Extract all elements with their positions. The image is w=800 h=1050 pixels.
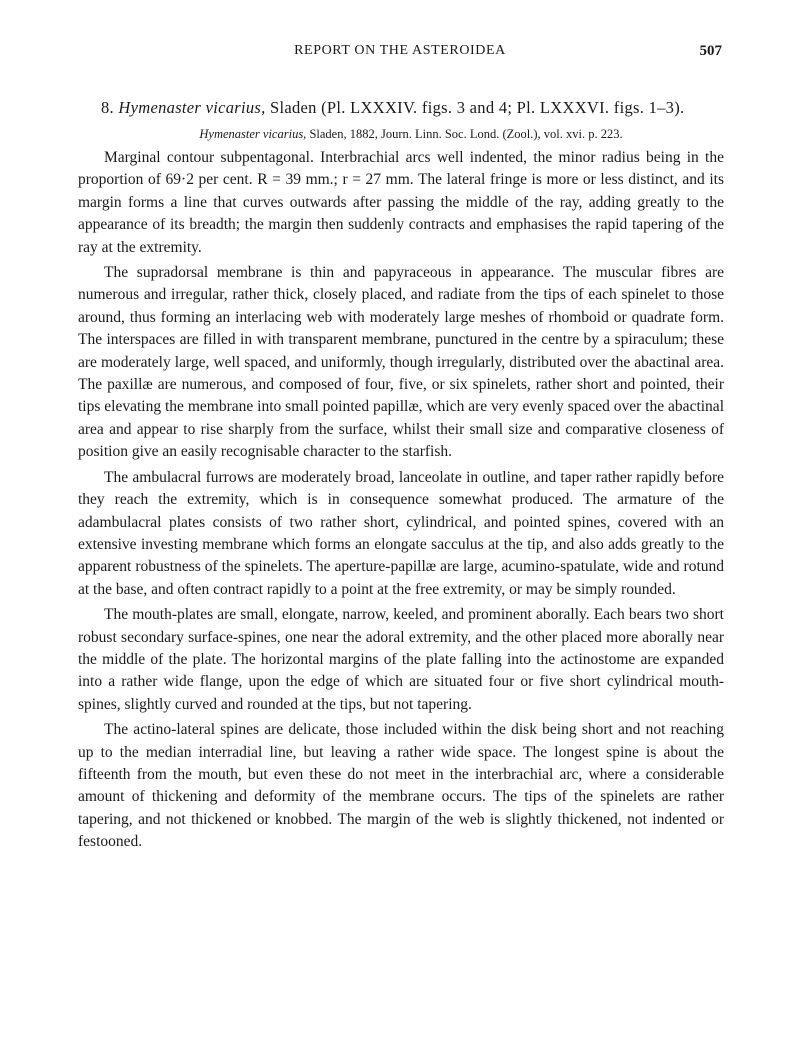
paragraph-supradorsal-membrane: The supradorsal membrane is thin and papyraceous in appearance. The muscular fibres are numerous and irregular, rather thick, closely placed, and radiate from the tips of each spinelet to those around, thus forming an interlacing web with moderately large meshes of rhomboid or quadrate form. The interspaces are filled in with transparent membrane, punctured in the centre by a spiraculum; these are moderately large, well spaced, and uniformly, though irregularly, distributed over the abactinal area. The paxillæ are numerous, and composed of four, five, or six spinelets, rather short and pointed, their tips elevating the membrane into small pointed papillæ, which are very evenly spaced over the abactinal area and appear to rise sharply from the surface, whilst their small size and comparative closeness of position give an easily recognisable character to the starfish. [78,264,724,461]
species-heading [98,96,724,120]
paragraph-mouth-plates: The mouth-plates are small, elongate, narrow, keeled, and prominent aborally. Each bears two short robust secondary surface-spines, one near the adoral extremity, and the other placed more aborally near the middle of the plate. The horizontal margins of the plate falling into the actinostome are expanded into a rather wide flange, upon the edge of which are situated four or five short cylindrical mouth-spines, slightly curved and rounded at the tips, but not tapering. [78,606,724,713]
running-header [78,43,722,65]
paragraph-ambulacral-furrows: The ambulacral furrows are moderately broad, lanceolate in outline, and taper rather rapidly before they reach the extremity, which is in consequence somewhat produced. The armature of the adambulacral plates consists of two rather short, cylindrical, and pointed spines, covered with an extensive investing membrane which forms an elongate sacculus at the tip, and also adds greatly to the apparent robustness of the spinelets. The aperture-papillæ are large, acumino-spatulate, wide and rotund at the base, and often contract rapidly to a point at the free extremity, or may be simply rounded. [78,468,724,598]
page-number: 507 [699,43,722,59]
header-title: REPORT ON THE ASTEROIDEA [294,43,506,58]
synonymy-reference: Sladen, 1882, Journ. Linn. Soc. Lond. (Zool.), vol. xvi. p. 223. [309,127,623,141]
paragraph-actino-lateral-spines: The actino-lateral spines are delicate, those included within the disk being short and not reaching up to the median interradial line, but leaving a rather wide space. The longest spine is about the fifteenth from the mouth, but even these do not meet in the interbrachial arc, where a considerable amount of thickening and deformity of the membrane occurs. The tips of the spinelets are rather tapering, and not thickened or knobbed. The margin of the web is slightly thickened, not indented or festooned. [78,721,724,851]
paragraph-marginal-contour: Marginal contour subpentagonal. Interbrachial arcs well indented, the minor radius being in the proportion of 69·2 per cent. R = 39 mm.; r = 27 mm. The lateral fringe is more or less distinct, and its margin forms a line that curves outwards after passing the middle of the ray, adding greatly to the appearance of its breadth; the margin then suddenly contracts and emphasises the rapid tapering of the ray at the extremity. [78,149,724,256]
species-citation: Sladen (Pl. LXXXIV. figs. 3 and 4; Pl. LXXXVI. figs. 1–3). [270,98,685,117]
synonymy-line [78,125,724,143]
synonymy-name: Hymenaster vicarius, [199,127,307,141]
body-text [78,96,724,857]
species-number: 8. [101,98,114,117]
species-name: Hymenaster vicarius, [118,98,266,117]
